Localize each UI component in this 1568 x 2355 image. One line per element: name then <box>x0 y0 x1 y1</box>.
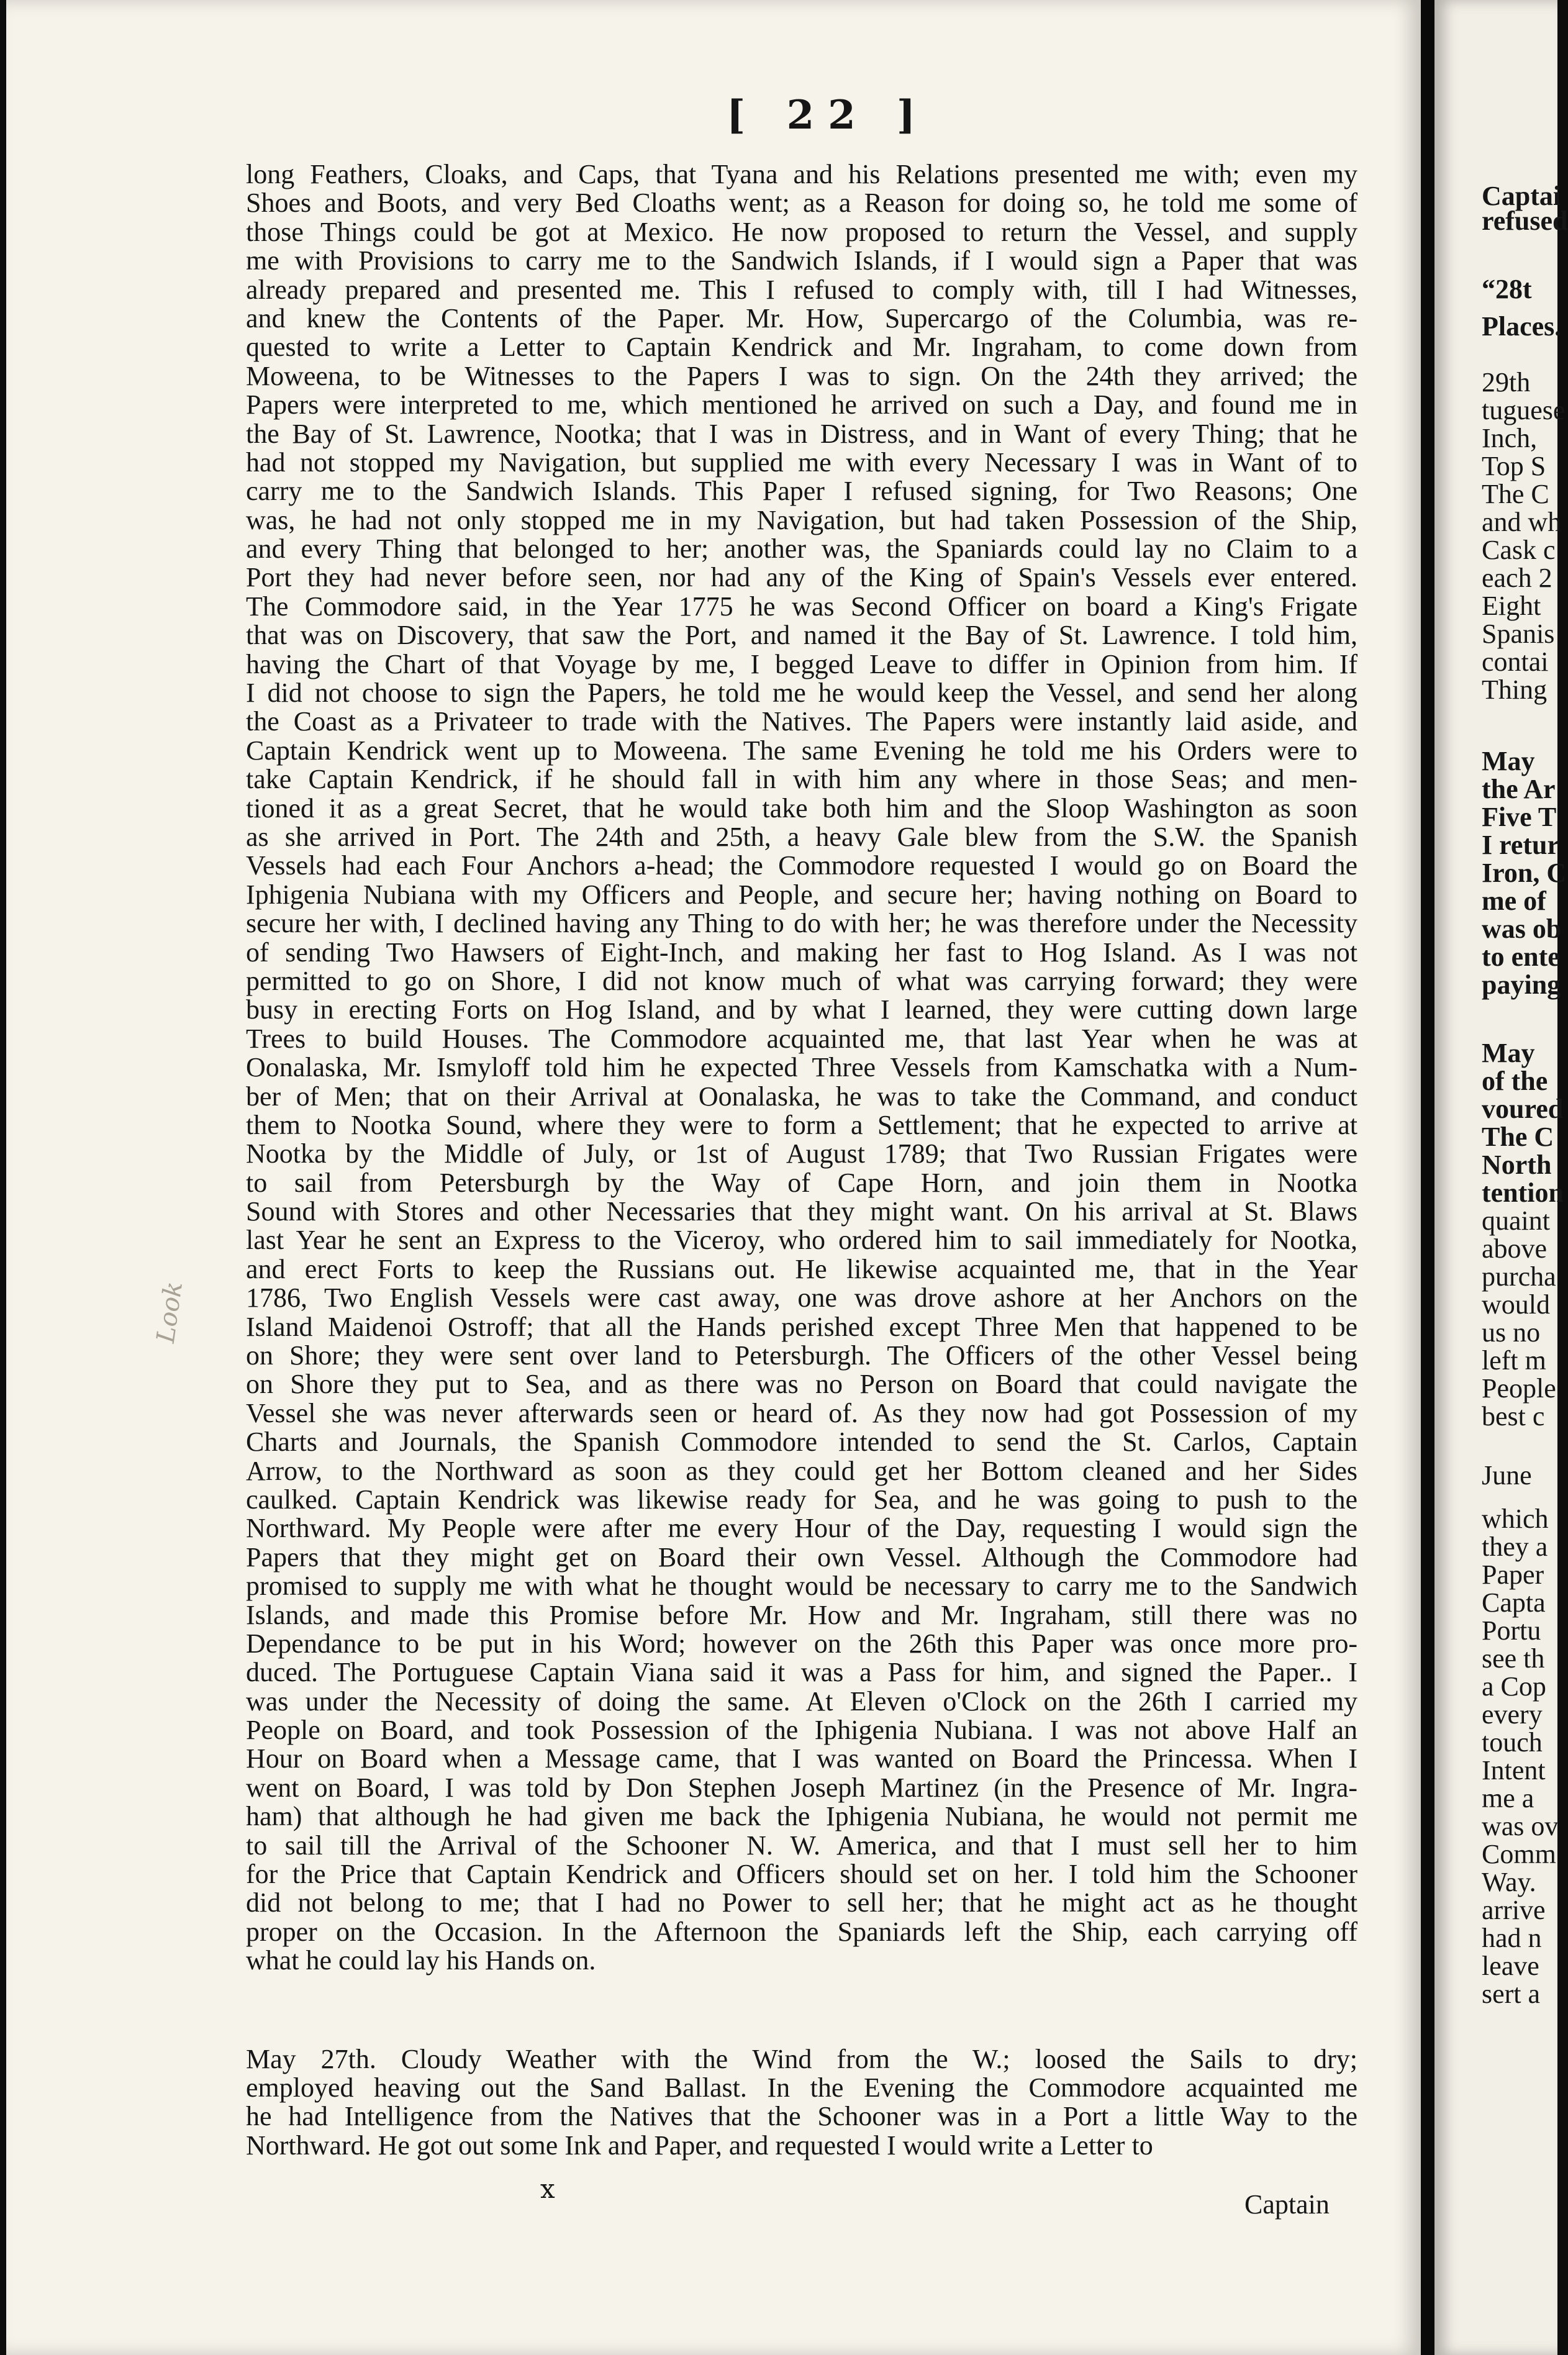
facing-page-line: every <box>1482 1699 1543 1730</box>
text-line: Vessel she was never afterwards seen or heard of. As they now had got Possession of my <box>246 1397 1357 1428</box>
text-line: secure her with, I declined having any Thing to do with her; he was therefore under the Necessity <box>246 908 1357 939</box>
text-line: that was on Discovery, that saw the Port, and named it the Bay of St. Lawrence. I told him, <box>246 620 1357 651</box>
facing-page-line: voured <box>1482 1094 1564 1124</box>
facing-page-line: left m <box>1482 1345 1546 1376</box>
facing-page-line: Comm <box>1482 1839 1556 1869</box>
facing-page-line: they a <box>1482 1531 1548 1562</box>
facing-page-line: leave <box>1482 1951 1539 1981</box>
text-line: the Bay of St. Lawrence, Nootka; that I was in Distress, and in Want of every Thing; that he <box>246 418 1357 449</box>
text-line: quested to write a Letter to Captain Kendrick and Mr. Ingraham, to come down from <box>246 332 1357 363</box>
text-line: them to Nootka Sound, where they were to form a Settlement; that he expected to arrive at <box>246 1109 1357 1140</box>
facing-page-line: Captai <box>1482 181 1561 211</box>
facing-page-line: May <box>1482 1038 1535 1068</box>
facing-page-line: Way. <box>1482 1867 1536 1897</box>
text-line: on Shore they put to Sea, and as there was no Person on Board that could navigate the <box>246 1369 1357 1400</box>
text-line: proper on the Occasion. In the Afternoon the Spaniards left the Ship, each carrying off <box>246 1916 1357 1947</box>
text-line: Northward. My People were after me every Hour of the Day, requesting I would sign the <box>246 1513 1357 1544</box>
text-line: and erect Forts to keep the Russians out. He likewise acquainted me, that in the Year <box>246 1253 1357 1284</box>
main-paragraph <box>246 160 1357 1976</box>
facing-page-line: sert a <box>1482 1979 1541 2009</box>
facing-page-line: 29th <box>1482 367 1531 397</box>
facing-page-line: tuguese <box>1482 395 1566 425</box>
text-line: May 27th. Cloudy Weather with the Wind from the W.; loosed the Sails to dry; <box>246 2043 1357 2074</box>
text-line: last Year he sent an Express to the Viceroy, who ordered him to sail immediately for Nootka, <box>246 1225 1357 1256</box>
text-line: me with Provisions to carry me to the Sandwich Islands, if I would sign a Paper that was <box>246 245 1357 276</box>
facing-page-line: I retur <box>1482 830 1560 860</box>
facing-page-line: above <box>1482 1233 1548 1264</box>
text-line: Oonalaska, Mr. Ismyloff told him he expected Three Vessels from Kamschatka with a Num- <box>246 1052 1357 1083</box>
body-text <box>246 160 1357 2160</box>
facing-page-line: see th <box>1482 1643 1545 1674</box>
facing-page-line: Spanis <box>1482 619 1555 649</box>
facing-page-edge <box>1434 0 1568 2355</box>
text-line: promised to supply me with what he thought would be necessary to carry me to the Sandwich <box>246 1571 1357 1602</box>
text-line: already prepared and presented me. This I refused to comply with, till I had Witnesses, <box>246 274 1357 305</box>
text-line: The Commodore said, in the Year 1775 he was Second Officer on board a King's Frigate <box>246 591 1357 622</box>
facing-page-line: Capta <box>1482 1587 1546 1618</box>
text-line: Island Maidenoi Ostroff; that all the Hands perished except Three Men that happened to be <box>246 1311 1357 1342</box>
text-line: Dependance to be put in his Word; however on the 26th this Paper was once more pro- <box>246 1628 1357 1659</box>
text-line: carry me to the Sandwich Islands. This Paper I refused signing, for Two Reasons; One <box>246 476 1357 507</box>
text-line: Shoes and Boots, and very Bed Cloaths went; as a Reason for doing so, he told me some of <box>246 188 1357 219</box>
text-line: employed heaving out the Sand Ballast. In the Evening the Commodore acquainted me <box>246 2072 1357 2103</box>
facing-page-line: was ov <box>1482 1811 1559 1841</box>
facing-page-line: quaint <box>1482 1205 1550 1236</box>
text-line: went on Board, I was told by Don Stephen Joseph Martinez (in the Presence of Mr. Ingra- <box>246 1772 1357 1803</box>
text-line: was, he had not only stopped me in my Navigation, but had taken Possession of the Ship, <box>246 504 1357 535</box>
text-line: what he could lay his Hands on. <box>246 1945 596 1976</box>
facing-page-line: Top S <box>1482 451 1546 481</box>
facing-page-line: me a <box>1482 1783 1534 1813</box>
text-line: ber of Men; that on their Arrival at Oonalaska, he was to take the Command, and conduct <box>246 1081 1357 1112</box>
facing-page-line: People <box>1482 1373 1556 1404</box>
facing-page-line: would <box>1482 1289 1550 1320</box>
text-line: Northward. He got out some Ink and Paper, and requested I would write a Letter to <box>246 2130 1153 2161</box>
facing-page-line: Places. <box>1482 311 1562 342</box>
facing-page-line: refused <box>1482 206 1568 236</box>
text-line: and knew the Contents of the Paper. Mr. How, Supercargo of the Columbia, was re- <box>246 302 1357 334</box>
text-line: Iphigenia Nubiana with my Officers and People, and secure her; having nothing on Board to <box>246 879 1357 910</box>
text-line: Port they had never before seen, nor had any of the King of Spain's Vessels ever entered. <box>246 562 1357 593</box>
text-line: People on Board, and took Possession of the Iphigenia Nubiana. I was not above Half an <box>246 1715 1357 1746</box>
text-line: Papers were interpreted to me, which mentioned he arrived on such a Day, and found me in <box>246 389 1357 420</box>
facing-page-line: to ente <box>1482 942 1560 972</box>
facing-page-line: touch <box>1482 1727 1543 1758</box>
text-line: Islands, and made this Promise before Mr. How and Mr. Ingraham, still there was no <box>246 1599 1357 1630</box>
facing-page-line: of the <box>1482 1066 1548 1096</box>
facing-page-line: contai <box>1482 647 1549 677</box>
facing-page-line: best c <box>1482 1401 1545 1432</box>
text-line: Vessels had each Four Anchors a-head; the Commodore requested I would go on Board the <box>246 850 1357 881</box>
text-line: having the Chart of that Voyage by me, I begged Leave to differ in Opinion from him. If <box>246 648 1357 679</box>
facing-page-line: me of <box>1482 886 1546 916</box>
text-line: did not belong to me; that I had no Power to sell her; that he might act as he thought <box>246 1887 1357 1918</box>
text-line: Arrow, to the Northward as soon as they could get her Bottom cleaned and her Sides <box>246 1455 1357 1486</box>
text-line: Moweena, to be Witnesses to the Papers I was to sign. On the 24th they arrived; the <box>246 360 1357 391</box>
text-line: the Coast as a Privateer to trade with the Natives. The Papers were instantly laid aside, and <box>246 706 1357 737</box>
text-line: Captain Kendrick went up to Moweena. The same Evening he told me his Orders were to <box>246 735 1357 766</box>
text-line: Charts and Journals, the Spanish Commodore intended to send the St. Carlos, Captain <box>246 1427 1357 1458</box>
facing-page-line: arrive <box>1482 1895 1546 1925</box>
text-line: was under the Necessity of doing the same. At Eleven o'Clock on the 26th I carried my <box>246 1686 1357 1717</box>
text-line: long Feathers, Cloaks, and Caps, that Tyana and his Relations presented me with; even my <box>246 159 1357 189</box>
facing-page-line: Eight <box>1482 591 1541 621</box>
facing-page-line: was ob <box>1482 914 1562 944</box>
text-line: Sound with Stores and other Necessaries that they might want. On his arrival at St. Blaws <box>246 1196 1357 1227</box>
text-line: duced. The Portuguese Captain Viana said it was a Pass for him, and signed the Paper.. I <box>246 1657 1357 1688</box>
paragraph-gap <box>246 1976 1357 2045</box>
facing-page-line: paying <box>1482 969 1561 1000</box>
facing-page-line: us no <box>1482 1317 1541 1348</box>
facing-page-line: “28t <box>1482 274 1532 304</box>
text-line: to sail from Petersburgh by the Way of Cape Horn, and join them in Nootka <box>246 1167 1357 1198</box>
text-line: caulked. Captain Kendrick was likewise ready for Sea, and he was going to push to the <box>246 1484 1357 1515</box>
facing-page-line: The C <box>1482 1122 1554 1152</box>
text-line: to sail till the Arrival of the Schooner N. W. America, and that I must sell her to him <box>246 1830 1357 1861</box>
text-line: ham) that although he had given me back the Iphigenia Nubiana, he would not permit me <box>246 1801 1357 1832</box>
facing-page-line: Cask c <box>1482 535 1556 565</box>
text-line: he had Intelligence from the Natives that the Schooner was in a Port a little Way to the <box>246 2101 1357 2132</box>
facing-page-line: June <box>1482 1460 1532 1491</box>
facing-page-line: the Ar <box>1482 774 1556 804</box>
text-line: tioned it as a great Secret, that he would take both him and the Sloop Washington as soon <box>246 792 1357 824</box>
facing-page-line: May <box>1482 746 1535 776</box>
text-line: of sending Two Hawsers of Eight-Inch, and making her fast to Hog Island. As I was not <box>246 937 1357 968</box>
signature-mark: x <box>540 2174 555 2204</box>
text-line: for the Price that Captain Kendrick and Officers should set on her. I told him the Schooner <box>246 1859 1357 1890</box>
page-number: [ 22 ] <box>727 92 930 138</box>
facing-page-line: The C <box>1482 479 1549 509</box>
margin-annotation: Look <box>151 1279 189 1345</box>
facing-page-line: Portu <box>1482 1615 1541 1646</box>
text-line: 1786, Two English Vessels were cast away, one was drove ashore at her Anchors on the <box>246 1282 1357 1314</box>
text-line: those Things could be got at Mexico. He now proposed to return the Vessel, and supply <box>246 216 1357 247</box>
catchword: Captain <box>1244 2189 1330 2220</box>
text-line: as she arrived in Port. The 24th and 25th, a heavy Gale blew from the S.W. the Spanish <box>246 821 1357 852</box>
facing-page-line: Five T <box>1482 802 1557 832</box>
facing-page-line: purcha <box>1482 1261 1556 1292</box>
text-line: Nootka by the Middle of July, or 1st of August 1789; that Two Russian Frigates were <box>246 1138 1357 1169</box>
facing-page-line: Paper <box>1482 1559 1544 1590</box>
facing-page-line: Intent <box>1482 1755 1546 1786</box>
facing-page-line: a Cop <box>1482 1671 1546 1702</box>
facing-page-line: had n <box>1482 1923 1542 1953</box>
facing-page-line: which <box>1482 1504 1549 1534</box>
facing-page-line: Inch, <box>1482 423 1538 453</box>
page-gutter <box>1421 0 1434 2355</box>
text-line: Trees to build Houses. The Commodore acquainted me, that last Year when he was at <box>246 1023 1357 1054</box>
text-line: take Captain Kendrick, if he should fall in with him any where in those Seas; and men- <box>246 764 1357 795</box>
text-line: on Shore; they were sent over land to Petersburgh. The Officers of the other Vessel being <box>246 1340 1357 1371</box>
facing-page-line: each 2 <box>1482 563 1552 593</box>
facing-page-line: and wh <box>1482 507 1562 537</box>
text-line: busy in erecting Forts on Hog Island, and by what I learned, they were cutting down large <box>246 994 1357 1025</box>
text-line: Papers that they might get on Board their own Vessel. Although the Commodore had <box>246 1541 1357 1572</box>
facing-page-line: tention <box>1482 1178 1564 1208</box>
text-line: Hour on Board when a Message came, that I was wanted on Board the Princessa. When I <box>246 1743 1357 1774</box>
may-27th-paragraph <box>246 2045 1357 2161</box>
facing-page-line: Iron, C <box>1482 858 1567 888</box>
text-line: permitted to go on Shore, I did not know much of what was carrying forward; they were <box>246 965 1357 996</box>
text-line: had not stopped my Navigation, but supplied me with every Necessary I was in Want of to <box>246 447 1357 478</box>
book-page <box>6 0 1421 2355</box>
text-line: I did not choose to sign the Papers, he told me he would keep the Vessel, and send her along <box>246 678 1357 709</box>
facing-page-line: North <box>1482 1150 1552 1180</box>
facing-page-line: Thing <box>1482 674 1548 705</box>
text-line: and every Thing that belonged to her; another was, the Spaniards could lay no Claim to a <box>246 533 1357 565</box>
